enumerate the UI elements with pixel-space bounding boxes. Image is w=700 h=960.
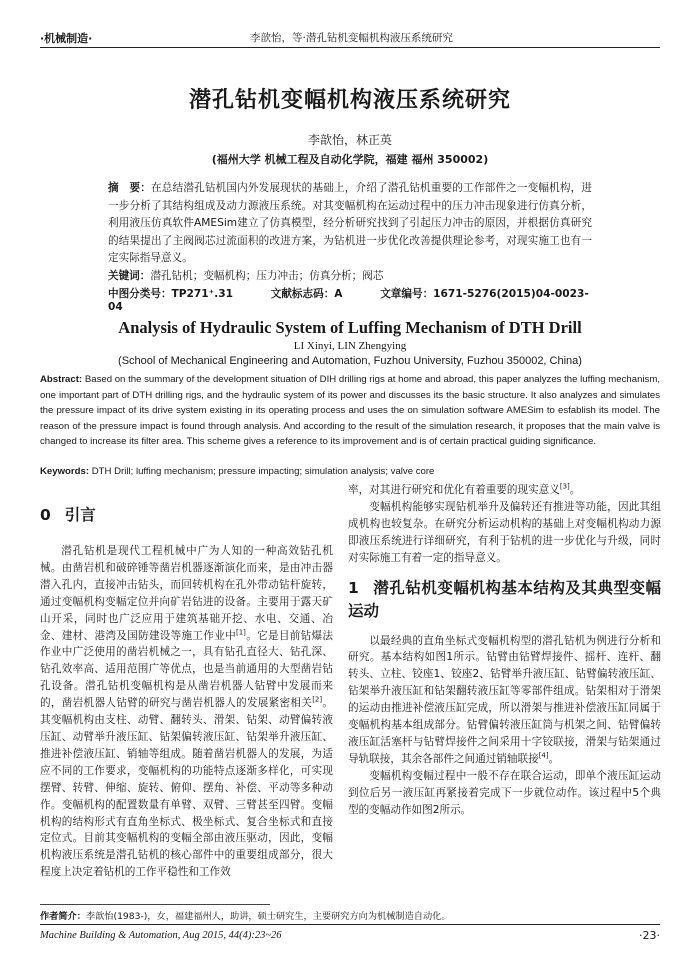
affiliation-en: (School of Mechanical Engineering and Automation, Fuzhou University, Fuzhou 350002, China) xyxy=(118,355,582,367)
footnote-text: 李歆怡(1983-)，女，福建福州人，助讲，硕士研究生，主要研究方向为机械制造自动化。 xyxy=(85,911,451,922)
citation[interactable]: [3] xyxy=(559,482,570,491)
left-column xyxy=(40,482,333,881)
right-column xyxy=(348,482,661,819)
abstract-zh xyxy=(108,180,592,268)
section-title: 引言 xyxy=(64,506,96,524)
citation[interactable]: [4] xyxy=(538,751,549,760)
footnote-rule xyxy=(40,904,270,905)
abstract-en xyxy=(40,372,660,450)
classification-line xyxy=(108,286,628,313)
abstract-zh-label: 摘 要： xyxy=(108,182,152,194)
citation[interactable]: [1] xyxy=(235,628,246,636)
paragraph-text: 。 xyxy=(548,752,560,765)
author-footnote xyxy=(40,908,451,922)
affiliation-zh: (福州大学 机械工程及自动化学院，福建 福州 350002) xyxy=(211,153,489,166)
paragraph-text: 潜孔钻机是现代工程机械中广为人知的一种高效钻孔机械。由凿岩机和破碎锤等凿岩机器逐渐演化而来，是由冲击器潜入孔内，直接冲击钻头，而回转机构在孔外带动钻杆旋转，通过变幅机构变幅定位并向矿岩钻进的设备。主要用于露天矿山开采，同时也广泛应用于建筑基础开挖、水电、交通、冶金、建材、港湾及国防建设等施工作业中 xyxy=(40,545,333,642)
authors-zh: 李歆怡，林正英 xyxy=(307,133,392,147)
paper-title-zh: 潜孔钻机变幅机构液压系统研究 xyxy=(188,88,511,113)
abstract-zh-text: 在总结潜孔钻机国内外发展现状的基础上，介绍了潜孔钻机重要的工作部件之一变幅机构，进一步分析了其结构组成及动力源液压系统。对其变幅机构在运动过程中的压力冲击现象进行仿真分析，利用液压仿真软件AMESim建立了仿真模型，经分析研究找到了引起压力冲击的原因，并根据仿真研究的结果提出了主阀阀芯过流面积的改进方案，为钻机进一步优化改善提供理论参考，对现实施工也有一定实际指导意义。 xyxy=(108,182,593,265)
keywords-zh-text: 潜孔钻机；变幅机构；压力冲击；仿真分析；阀芯 xyxy=(150,270,384,282)
section-number: 0 xyxy=(40,506,51,524)
paragraph-text: 。它是目前钻爆法作业中广泛使用的凿岩机械之一，具有钻孔直径大、钻孔深、钻孔效率高、适用范围广等优点，也是当前通用的大型凿岩钻孔设备。潜孔钻机变幅机构是从凿岩机器人钻臂中发展而来的，凿岩机器人钻臂的研究与凿岩机器人的发展紧密相关 xyxy=(40,629,334,710)
journal-citation: Machine Building & Automation, Aug 2015, 44(4):23~26 xyxy=(40,930,282,941)
paragraph: 变幅机构变幅过程中一般不存在联合运动，即单个液压缸运动到位后另一液压缸再紧接着完成下一步就位动作。该过程中5个典型的变幅动作如图2所示。 xyxy=(348,769,661,816)
authors-en: LI Xinyi, LIN Zhengying xyxy=(293,340,407,352)
abstract-en-label: Abstract: xyxy=(40,374,83,385)
document-code: 文献标志码：A xyxy=(270,288,343,300)
footnote-label: 作者简介： xyxy=(40,911,86,922)
paragraph-text: 。其变幅机构由支柱、动臂、翻转头、滑架、钻架、动臂偏转液压缸、动臂举升液压缸、钻架偏转液压缸、钻架举升液压缸、推进补偿液压缸、销轴等组成。随着凿岩机器人的发展，为适应不同的工作要求，变幅机构的功能特点逐渐多样化，可实现摆臂、转臂、伸缩、旋转、俯仰、摆角、补偿、平动等多种动作。变幅机构的配置数量有单臂、双臂、三臂甚至四臂。变幅机构的结构形式有直角坐标式、极坐标式、复合坐标式和直接定位式。目前其变幅机构的变幅全部由液压驱动，因此，变幅机构液压系统是潜孔钻机的核心部件中的重要组成部分，很大程度上决定着钻机的工作平稳性和工作效 xyxy=(40,697,334,879)
footer-rule xyxy=(40,924,660,925)
keywords-zh xyxy=(108,268,592,283)
paragraph xyxy=(40,543,333,881)
article-number: 文章编号：1671-5276(2015)04-0023-04 xyxy=(108,288,589,313)
section-number: 1 xyxy=(348,578,359,597)
paragraph: 变幅机构能够实现钻机举升及偏转还有推进等功能，因此其组成机构也较复杂。在研究分析运动机构的基础上对变幅机构动力源即液压系统进行详细研究，有利于钻机的进一步优化与升级，同时对实际施工有着一定的指导意义。 xyxy=(348,500,661,564)
section-title: 潜孔钻机变幅机构基本结构及其典型变幅运动 xyxy=(348,578,661,620)
keywords-en-text: DTH Drill; luffing mechanism; pressure impacting; simulation analysis; valve core xyxy=(91,466,435,477)
paragraph xyxy=(348,482,661,499)
section-heading-introduction xyxy=(40,504,333,527)
clc-number: 中图分类号：TP271⁺.31 xyxy=(108,288,234,300)
paragraph xyxy=(348,633,661,768)
paragraph-text: 。 xyxy=(569,484,581,496)
header-rule xyxy=(40,47,660,48)
paragraph-text: 率，对其进行研究和优化有着重要的现实意义 xyxy=(348,484,560,496)
page-number: ·23· xyxy=(639,929,660,942)
keywords-en xyxy=(40,466,660,477)
abstract-en-text: Based on the summary of the development situation of DIH drilling rigs at home and abroad, this paper analyzes the luffing mechanism, one important part of DTH drilling rigs, and the hydraulic system of its power and discusses its the basic structure. It also analyzes and simulates the pressure impact of its drive system existing in its operating process and uses the on simulation software AMESim to esfablish its model. The reason of the pressure impact is found through analysis. And according to the result of the simulation research, it proposes that the main valve is changed to increase its filter area. This scheme gives a reference to its improvement and is of certain practical guiding significance. xyxy=(40,374,661,448)
section-heading-structure xyxy=(348,577,661,623)
citation[interactable]: [2] xyxy=(312,695,323,704)
keywords-en-label: Keywords: xyxy=(40,466,90,477)
journal-section: ·机械制造· xyxy=(40,32,93,45)
running-header xyxy=(40,28,660,48)
running-title: 李歆怡，等·潜孔钻机变幅机构液压系统研究 xyxy=(250,32,453,44)
paragraph-text: 以最经典的直角坐标式变幅机构型的潜孔钻机为例进行分析和研究。基本结构如图1所示。钻臂由钻臂焊接件、摇杆、连杆、翻转头、立柱、铰座1、铰座2、钻臂举升液压缸、钻臂偏转液压缸、钻架举升液压缸和钻架翻转液压缸等零部件组成。钻架相对于滑架的运动由推进补偿液压缸完成，所以滑架与推进补偿液压缸同属于变幅机构基本组成部分。钻臂偏转液压缸筒与机架之间、钻臂偏转液压缸活塞杆与钻臂焊接件之间采用十字铰联接，滑架与钻架通过导轨联接，其余各部件之间通过销轴联接 xyxy=(348,634,661,765)
keywords-zh-label: 关键词： xyxy=(108,270,151,282)
paper-title-en: Analysis of Hydraulic System of Luffing Mechanism of DTH Drill xyxy=(118,318,582,337)
